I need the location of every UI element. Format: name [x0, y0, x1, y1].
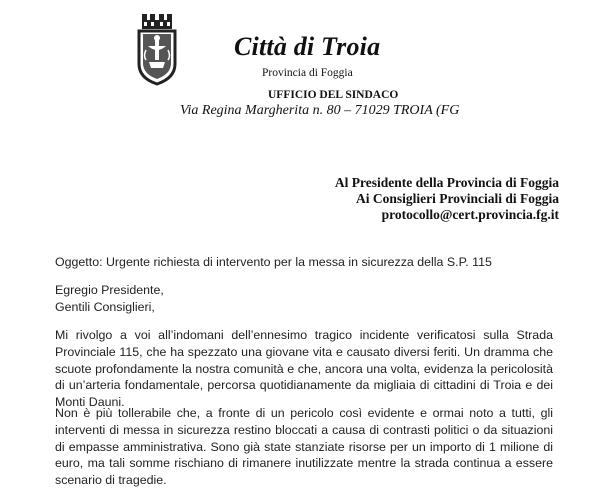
recipient-councillors: Ai Consiglieri Provinciali di Foggia: [355, 191, 559, 206]
salutation-president: Egregio Presidente,: [55, 283, 164, 297]
province-label: Provincia di Foggia: [262, 67, 353, 79]
office-address: Via Regina Margherita n. 80 – 71029 TROIA (FG: [180, 103, 460, 118]
salutation-councillors: Gentili Consiglieri,: [55, 300, 155, 314]
city-coat-of-arms-icon: [134, 10, 180, 86]
recipient-email: protocollo@cert.provincia.fg.it: [381, 207, 559, 222]
office-label: UFFICIO DEL SINDACO: [268, 89, 399, 101]
body-paragraph-2: Non è più tollerabile che, a fronte di un pericolo così evidente e ormai noto a tutti, gli interventi di messa in sicurezza restino bloccati a causa di contrasti politici o da situazioni di empasse amministrativa. Sono già state stanziate risorse per un importo di 1 milione di euro, ma tali somme rischiano di rimanere inutilizzate mentre la strada continua a essere scenario di tragedie.: [55, 406, 553, 488]
body-paragraph-1: Mi rivolgo a voi all’indomani dell’ennesimo tragico incidente verificatosi sulla Strada Provinciale 115, che ha spezzato una giovane vita e causato diversi feriti. Un dramma che scuote profondamente la nostra comunità e che, ancora una volta, evidenza la pericolosità di un’arteria fondamentale, percorsa quotidianamente da migliaia di cittadini di Troia e dei Monti Dauni.: [55, 328, 553, 410]
recipient-president: Al Presidente della Provincia di Foggia: [334, 175, 559, 190]
city-title: Città di Troia: [234, 32, 381, 61]
letter-subject: Oggetto: Urgente richiesta di intervento per la messa in sicurezza della S.P. 115: [55, 255, 492, 269]
